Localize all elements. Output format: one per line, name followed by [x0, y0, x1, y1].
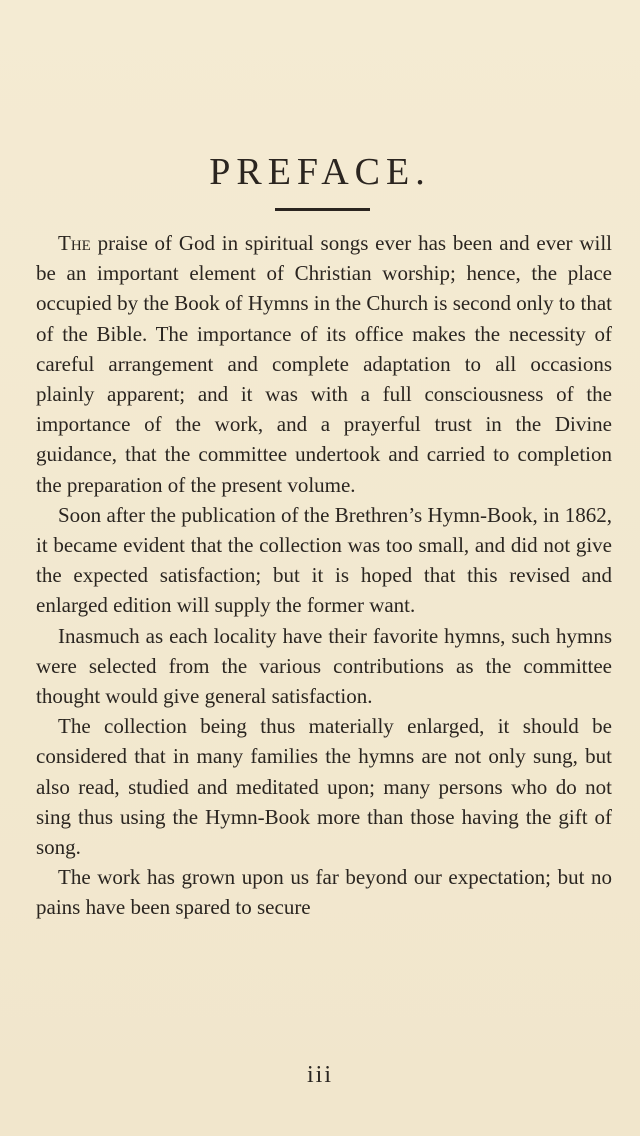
- paragraph-text: Inasmuch as each locality have their favorite hymns, such hymns were selected from the various contributions as the committee thought would give general satisfaction.: [36, 623, 612, 709]
- paragraph-text: The collection being thus materially enlarged, it should be considered that in many families the hymns are not only sung, but also read, studied and meditated upon; many persons who do not sing thus using the Hymn-Book more than those having the gift of song.: [36, 714, 612, 860]
- preface-body: [36, 228, 612, 923]
- title-rule-divider: [275, 208, 370, 211]
- paragraph-lead-word: The: [58, 231, 91, 255]
- paragraph-2: [36, 500, 612, 621]
- paragraph-text: Soon after the publication of the Brethren’s Hymn-Book, in 1862, it became evident that the collection was too small, and did not give the expected satisfaction; but it is hoped that this revised and enlarged edition will supply the former want.: [36, 502, 612, 618]
- page-title: PREFACE.: [209, 151, 431, 193]
- paragraph-1: [36, 228, 612, 500]
- paragraph-text: The work has grown upon us far beyond our expectation; but no pains have been spared to secure: [36, 865, 612, 920]
- paragraph-3: [36, 621, 612, 712]
- page-number: iii: [306, 1062, 333, 1088]
- paragraph-5: [36, 862, 612, 922]
- paragraph-4: [36, 711, 612, 862]
- paragraph-text: praise of God in spiritual songs ever has been and ever will be an important element of Christian worship; hence, the place occupied by the Book of Hymns in the Church is second only to that of the Bible. The importance of its office makes the necessity of careful arrangement and complete adaptation to all occasions plainly apparent; and it was with a full consciousness of the importance of the work, and a prayerful trust in the Divine guidance, that the committee undertook and carried to completion the preparation of the present volume.: [36, 231, 612, 497]
